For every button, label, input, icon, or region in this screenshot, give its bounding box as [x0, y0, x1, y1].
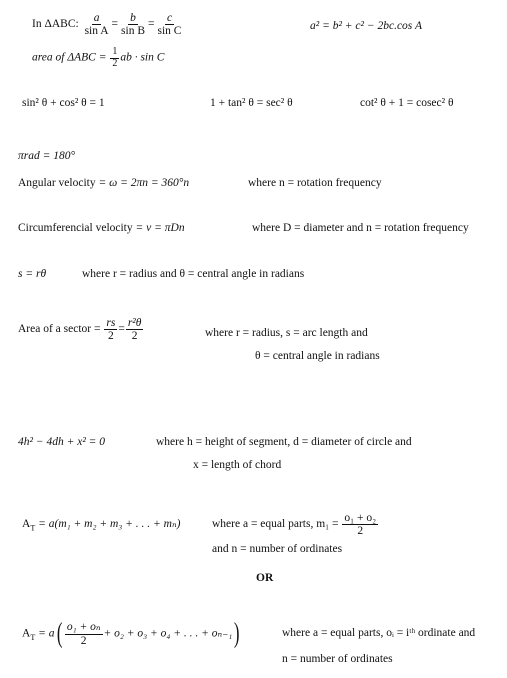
arc-length: s = rθ	[18, 268, 47, 280]
sector-area: Area of a sector = $\frac{rs}{2}$ = $\frac{\text{r²θ}}{2}$	[18, 317, 142, 343]
area-triangle: area of ΔABC = $\frac{1}{2}$ ab · sin C	[32, 46, 165, 69]
midordinate-rule: $A_T = a(m_1 + m_2 + m_3$ + . . . + mₙ)	[22, 518, 181, 533]
sector-frac-r2theta: $\frac{\text{r²θ}}{2}$	[127, 317, 142, 343]
trapezoidal-rule: $A_T = a$( $\frac{\text{o₁ + oₙ}}{2}$ + o₂ + o₃ + o₄ + . . . + oₙ₋₁)	[22, 618, 240, 649]
identity-sin-cos: sin² θ + cos² θ = 1	[22, 97, 105, 109]
sine-rule-frac-b: $\frac{b}{\text{sin B}}$	[121, 12, 146, 38]
circumferential-velocity-where: where D = diameter and n = rotation frequency	[252, 222, 469, 234]
midordinate-where-1: where a = equal parts, m₁ = $\frac{\text{o₁ + o₂}}{2}$	[212, 512, 377, 538]
angular-velocity-where: where n = rotation frequency	[248, 177, 382, 189]
trapezoidal-where-1: where a = equal parts, oᵢ = iᵗʰ ordinate and	[282, 627, 476, 639]
trapezoidal-frac: $\frac{\text{o₁ + oₙ}}{2}$	[66, 621, 101, 647]
area-triangle-half: $\frac{1}{2}$	[112, 46, 118, 69]
trapezoidal-where-2: n = number of ordinates	[282, 653, 393, 665]
sine-rule-frac-c: $\frac{c}{\text{sin C}}$	[157, 12, 182, 38]
identity-cot-cosec: cot² θ + 1 = cosec² θ	[360, 97, 454, 109]
arc-length-where: where r = radius and θ = central angle in radians	[82, 268, 305, 280]
sine-rule-frac-a: $\frac{a}{\text{sin A}}$	[84, 12, 109, 38]
radian-definition: πrad = 180°	[18, 150, 76, 162]
sine-rule-prefix: In ΔABC:	[32, 18, 79, 31]
identity-tan-sec: 1 + tan² θ = sec² θ	[210, 97, 293, 109]
sine-rule: In ΔABC: $\frac{a}{\text{sin A}}$ = $\frac{b}{\text{sin B}}$ = $\frac{c}{\text{sin C}}$	[32, 12, 182, 38]
or-label: OR	[256, 572, 274, 584]
circumferential-velocity: Circumferencial velocity = v = πDn	[18, 222, 185, 234]
angular-velocity: Angular velocity = ω = 2πn = 360°n	[18, 177, 190, 189]
sector-where-2: θ = central angle in radians	[255, 350, 380, 362]
cosine-rule: a² = b² + c² − 2bc.cos A	[310, 20, 422, 32]
segment-equation: 4h² − 4dh + x² = 0	[18, 436, 106, 448]
segment-where-1: where h = height of segment, d = diameter of circle and	[156, 436, 412, 448]
segment-where-2: x = length of chord	[193, 459, 282, 471]
sector-frac-rs: $\frac{rs}{2}$	[106, 317, 116, 343]
midordinate-where-2: and n = number of ordinates	[212, 543, 343, 555]
sector-where-1: where r = radius, s = arc length and	[205, 327, 368, 339]
midordinate-m1-frac: $\frac{\text{o₁ + o₂}}{2}$	[344, 512, 377, 538]
